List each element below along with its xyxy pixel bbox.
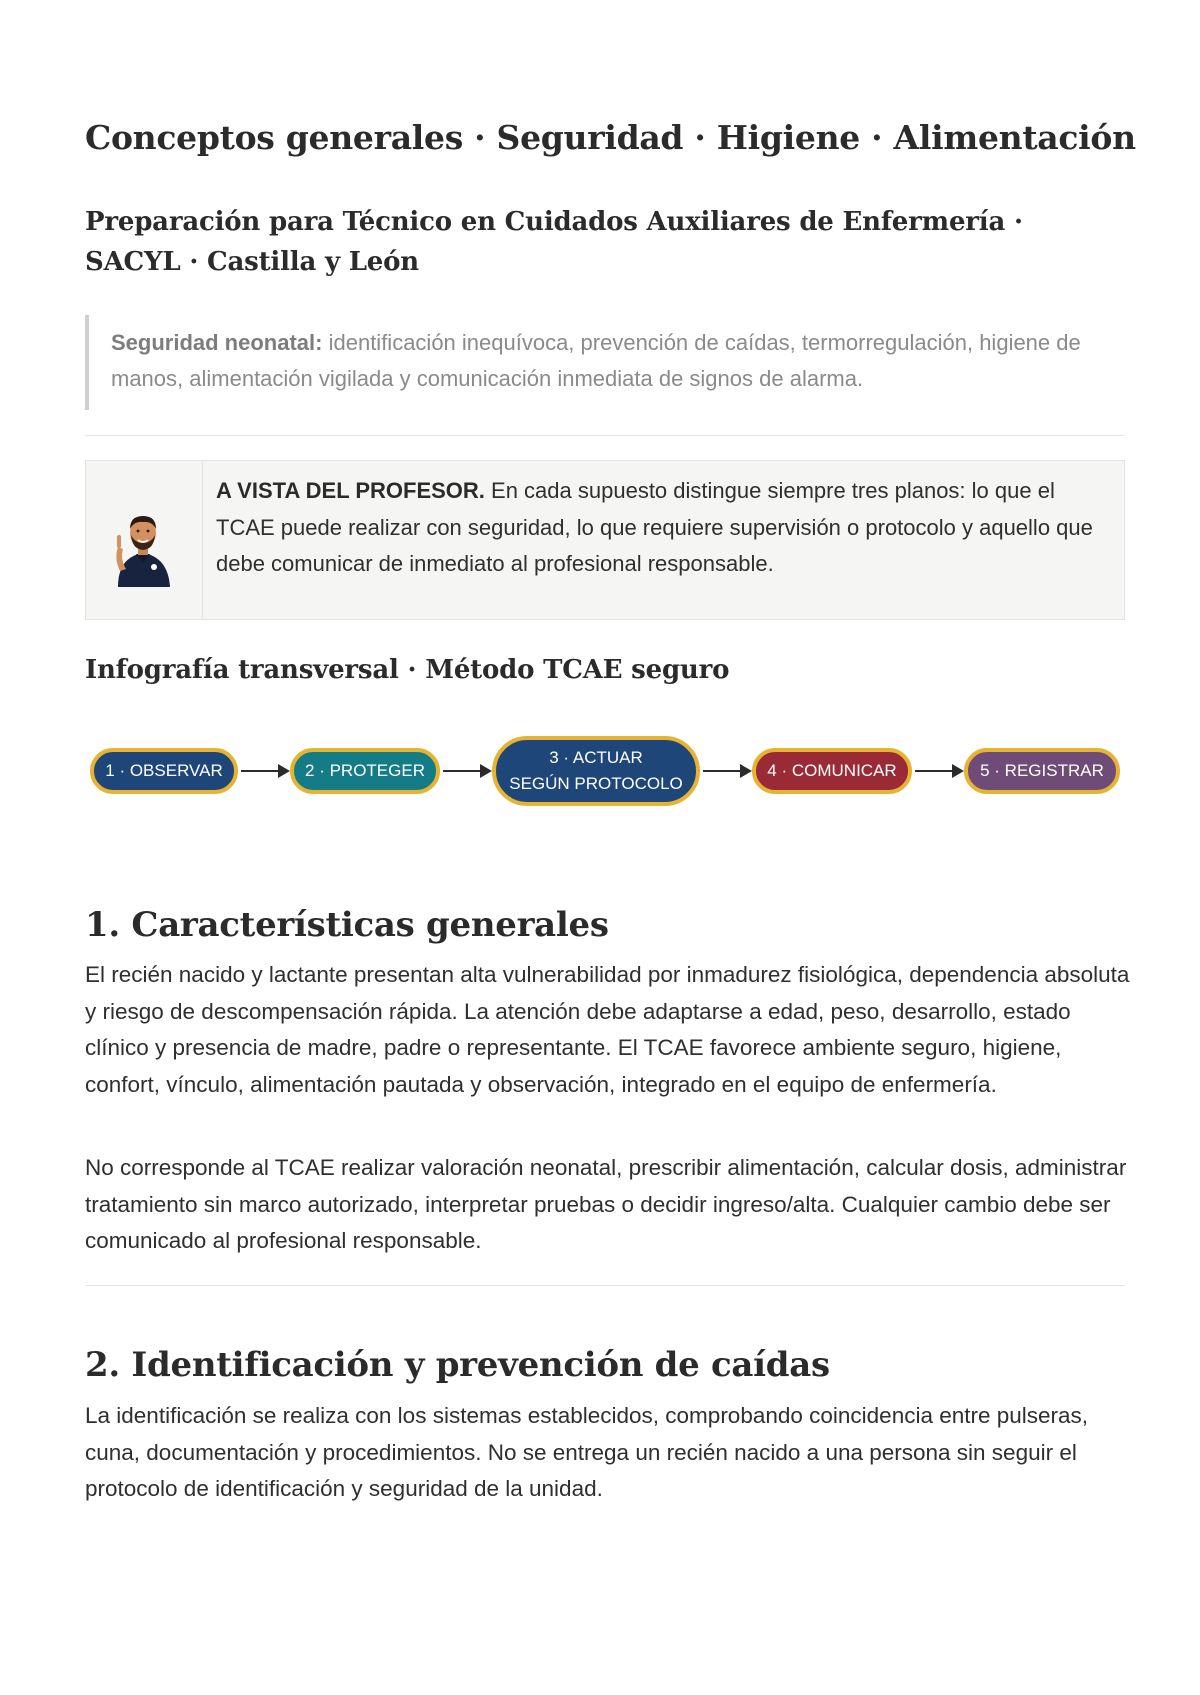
page-subtitle: Preparación para Técnico en Cuidados Auxiliares de Enfermería · SACYL · Castilla y León [85, 207, 1023, 277]
section-paragraph: La identificación se realiza con los sistemas establecidos, comprobando coincidencia entre pulseras, cuna, documentación y procedimientos. No se entrega un recién nacido a una persona sin seguir el protocolo de identificación y seguridad de la unidad. [85, 1403, 1089, 1501]
flow-step-label: 3 · ACTUAR [549, 748, 643, 767]
teacher-note-box [85, 460, 1125, 620]
avatar-cell [86, 461, 203, 619]
infographic-title: Infografía transversal · Método TCAE seguro [85, 655, 730, 685]
flow-arrow [443, 770, 490, 772]
safety-quote [85, 315, 1095, 410]
divider [85, 435, 1125, 436]
page-title: Conceptos generales · Seguridad · Higiene · Alimentación [85, 118, 1136, 157]
section-paragraph: No corresponde al TCAE realizar valoración neonatal, prescribir alimentación, calcular dosis, administrar tratamiento sin marco autorizado, interpretar pruebas o decidir ingreso/alta. Cualquier cambio debe ser comunicado al profesional responsable. [85, 1155, 1127, 1253]
teacher-note-body: En cada supuesto distingue siempre tres planos: lo que el TCAE puede realizar con seguridad, lo que requiere supervisión o protocolo y aquello que debe comunicar de inmediato al profesional responsable. [216, 478, 1093, 576]
flow-step-label: 1 · OBSERVAR [105, 761, 223, 780]
flow-step-registrar [964, 748, 1120, 794]
section-heading: 2. Identificación y prevención de caídas [85, 1345, 830, 1385]
teacher-note-label: A VISTA DEL PROFESOR. [216, 478, 485, 503]
quote-label: Seguridad neonatal: [111, 330, 323, 355]
section-heading: 1. Características generales [85, 905, 609, 945]
flow-step-label: 2 · PROTEGER [305, 761, 425, 780]
flow-step-label: 5 · REGISTRAR [980, 761, 1104, 780]
flow-arrow [915, 770, 962, 772]
quote-text: identificación inequívoca, prevención de caídas, termorregulación, higiene de manos, alimentación vigilada y comunicación inmediata de signos de alarma. [111, 330, 1081, 391]
teacher-avatar-icon [108, 499, 178, 589]
flow-step-actuar [492, 736, 700, 806]
teacher-note-text [216, 473, 1111, 583]
method-flow-diagram [85, 730, 1125, 820]
flow-step-label-2: SEGÚN PROTOCOLO [509, 774, 683, 793]
flow-step-observar [90, 748, 238, 794]
divider [85, 1285, 1125, 1286]
flow-arrow [703, 770, 750, 772]
section-paragraph: El recién nacido y lactante presentan alta vulnerabilidad por inmadurez fisiológica, dependencia absoluta y riesgo de descompensación rápida. La atención debe adaptarse a edad, peso, desarrollo, estado clínico y presencia de madre, padre o representante. El TCAE favorece ambiente seguro, higiene, confort, vínculo, alimentación pautada y observación, integrado en el equipo de enfermería. [85, 962, 1130, 1097]
flow-step-comunicar [752, 748, 912, 794]
flow-arrow [241, 770, 288, 772]
flow-step-label: 4 · COMUNICAR [767, 761, 897, 780]
flow-step-proteger [290, 748, 440, 794]
